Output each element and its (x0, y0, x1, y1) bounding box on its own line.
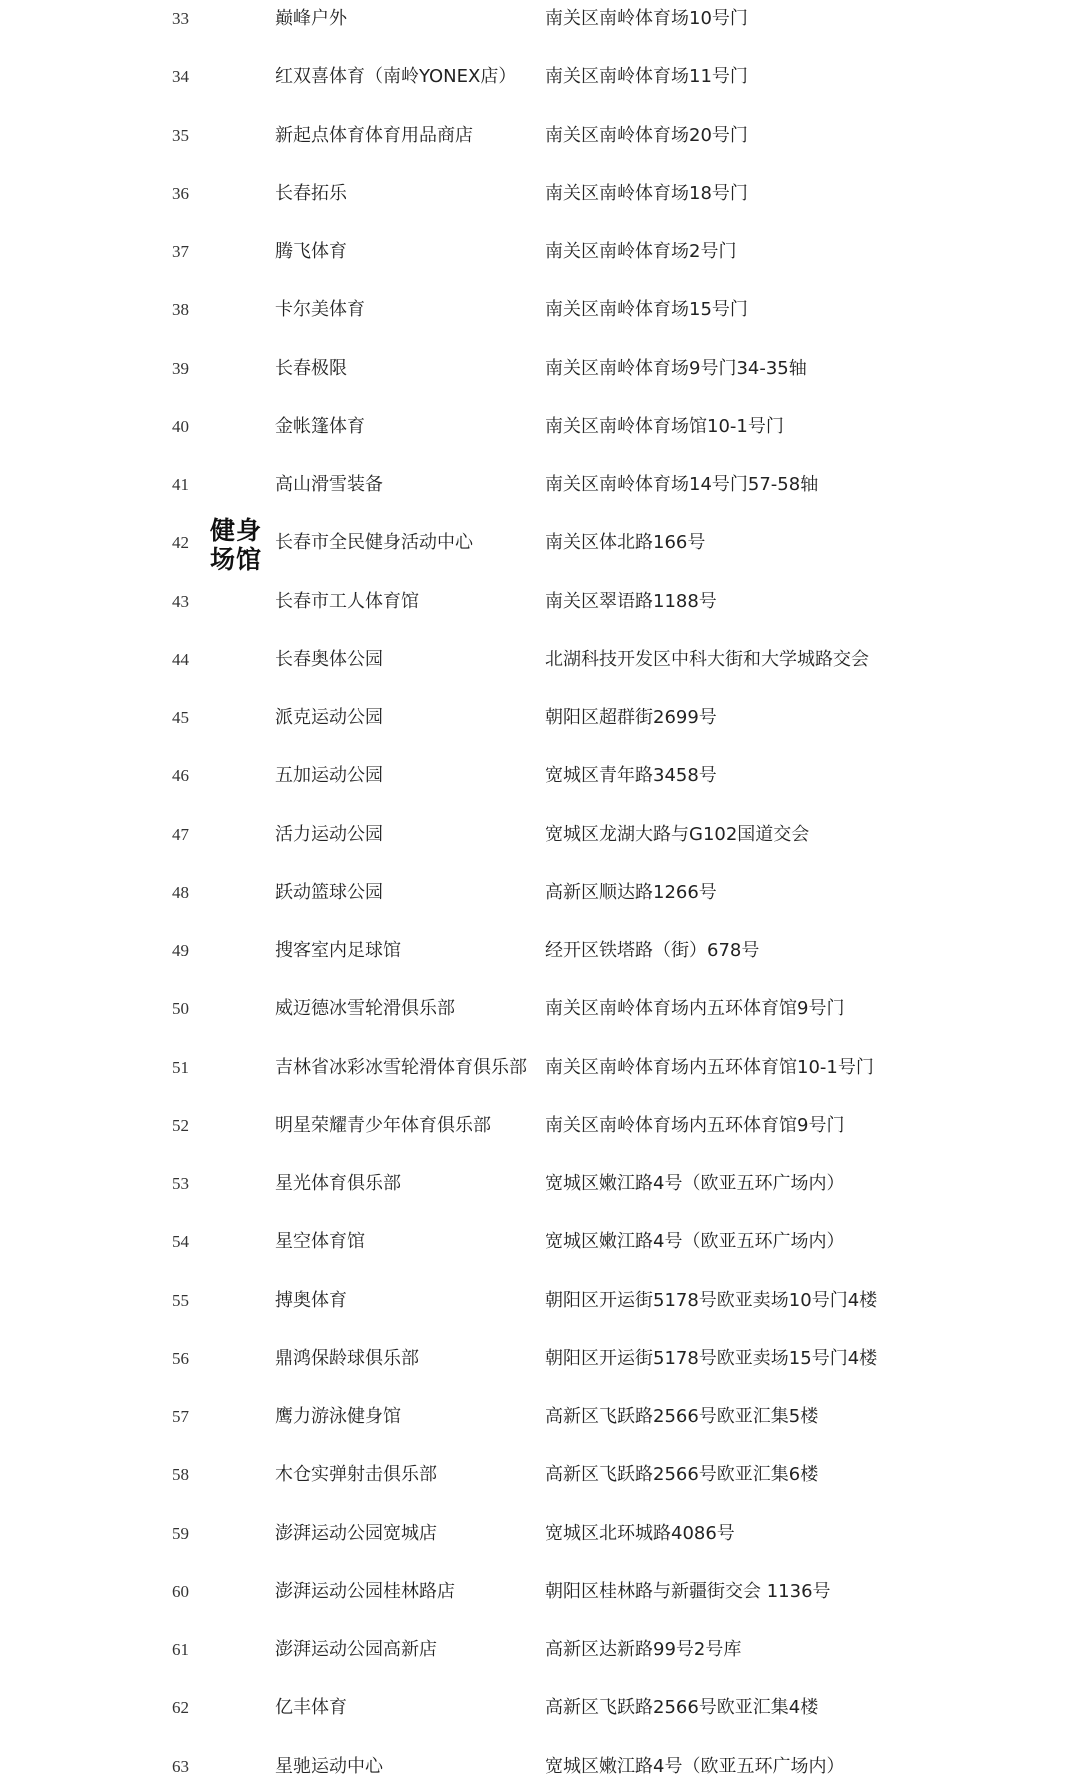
venue-name: 长春市全民健身活动中心 (275, 532, 473, 554)
list-item (0, 1455, 1080, 1495)
venue-name: 五加运动公园 (275, 765, 383, 787)
venue-address: 南关区南岭体育场9号门34-35轴 (545, 357, 807, 379)
venue-name: 红双喜体育（南岭YONEX店） (275, 66, 517, 88)
venue-name: 威迈德冰雪轮滑俱乐部 (275, 998, 455, 1020)
list-item (0, 1281, 1080, 1321)
venue-address: 宽城区嫩江路4号（欧亚五环广场内） (545, 1173, 845, 1194)
row-number: 49 (172, 941, 189, 960)
row-number: 37 (172, 242, 189, 261)
venue-address: 南关区南岭体育场14号门57-58轴 (545, 474, 819, 495)
row-number: 50 (172, 999, 189, 1019)
row-number: 34 (172, 67, 189, 87)
venue-name: 新起点体育体育用品商店 (275, 124, 473, 146)
list-item (0, 407, 1080, 447)
list-item (0, 0, 1080, 39)
list-item (0, 1747, 1080, 1787)
venue-address: 南关区南岭体育场内五环体育馆9号门 (545, 1114, 845, 1136)
venue-address: 高新区飞跃路2566号欧亚汇集5楼 (545, 1406, 819, 1427)
row-number: 41 (172, 475, 189, 494)
row-number: 39 (172, 358, 189, 378)
venue-address: 高新区飞跃路2566号欧亚汇集4楼 (545, 1697, 819, 1719)
list-item (0, 1688, 1080, 1728)
category-label: 健身场馆 (210, 516, 263, 574)
venue-address: 经开区铁塔路（街）678号 (545, 940, 760, 961)
list-item (0, 1572, 1080, 1612)
venue-name: 搏奥体育 (275, 1289, 347, 1311)
venue-name: 鹰力游泳健身馆 (275, 1406, 401, 1427)
venue-name: 活力运动公园 (275, 823, 383, 845)
list-item (0, 57, 1080, 97)
venue-address: 朝阳区开运街5178号欧亚卖场10号门4楼 (545, 1289, 878, 1311)
list-item (0, 698, 1080, 738)
list-item (0, 873, 1080, 913)
venue-name: 澎湃运动公园宽城店 (275, 1522, 437, 1544)
venue-address: 南关区翠语路1188号 (545, 590, 717, 612)
venue-name: 长春拓乐 (275, 182, 347, 204)
list-item (0, 989, 1080, 1029)
list-item (0, 1106, 1080, 1146)
venue-address: 南关区南岭体育场11号门 (545, 66, 748, 88)
venue-address: 高新区顺达路1266号 (545, 881, 717, 903)
list-item (0, 523, 1080, 563)
venue-address: 朝阳区超群街2699号 (545, 707, 717, 728)
venue-address: 高新区达新路99号2号库 (545, 1639, 742, 1660)
row-number: 61 (172, 1640, 189, 1659)
list-item (0, 1339, 1080, 1379)
venue-address: 宽城区青年路3458号 (545, 765, 717, 787)
list-item (0, 640, 1080, 680)
venue-address: 南关区南岭体育场20号门 (545, 124, 748, 146)
list-item (0, 116, 1080, 156)
venue-address: 宽城区北环城路4086号 (545, 1522, 735, 1544)
list-item (0, 1514, 1080, 1554)
venue-name: 金帐篷体育 (275, 415, 365, 437)
venue-name: 搜客室内足球馆 (275, 940, 401, 961)
venue-name: 星空体育馆 (275, 1231, 365, 1253)
list-item (0, 465, 1080, 505)
list-item (0, 1048, 1080, 1088)
venue-address: 高新区飞跃路2566号欧亚汇集6楼 (545, 1464, 819, 1486)
venue-address: 南关区南岭体育场2号门 (545, 241, 737, 262)
venue-name: 木仓实弹射击俱乐部 (275, 1464, 437, 1486)
venue-address: 宽城区龙湖大路与G102国道交会 (545, 823, 810, 845)
venue-name: 亿丰体育 (275, 1697, 347, 1719)
venue-name: 巅峰户外 (275, 8, 347, 29)
row-number: 45 (172, 708, 189, 727)
venue-name: 星光体育俱乐部 (275, 1173, 401, 1194)
row-number: 35 (172, 125, 189, 145)
venue-name: 长春极限 (275, 357, 347, 379)
list-item (0, 1397, 1080, 1437)
venue-name: 腾飞体育 (275, 241, 347, 262)
venue-name: 长春市工人体育馆 (275, 590, 419, 612)
venue-name: 跃动篮球公园 (275, 881, 383, 903)
row-number: 58 (172, 1465, 189, 1485)
row-number: 57 (172, 1407, 189, 1426)
row-number: 53 (172, 1174, 189, 1193)
venue-name: 鼎鸿保龄球俱乐部 (275, 1347, 419, 1369)
list-item (0, 582, 1080, 622)
venue-address: 南关区南岭体育场15号门 (545, 299, 748, 321)
list-item (0, 1222, 1080, 1262)
row-number: 56 (172, 1348, 189, 1368)
row-number: 42 (172, 533, 189, 553)
row-number: 40 (172, 416, 189, 436)
row-number: 54 (172, 1232, 189, 1252)
venue-address: 南关区南岭体育场内五环体育馆10-1号门 (545, 1056, 874, 1078)
venue-name: 星驰运动中心 (275, 1755, 383, 1777)
row-number: 63 (172, 1756, 189, 1776)
row-number: 60 (172, 1581, 189, 1601)
venue-name: 吉林省冰彩冰雪轮滑体育俱乐部 (275, 1056, 527, 1078)
list-item (0, 756, 1080, 796)
row-number: 55 (172, 1290, 189, 1310)
venue-name: 澎湃运动公园桂林路店 (275, 1580, 455, 1602)
venue-address: 朝阳区开运街5178号欧亚卖场15号门4楼 (545, 1347, 878, 1369)
venue-name: 澎湃运动公园高新店 (275, 1639, 437, 1660)
list-item (0, 232, 1080, 272)
venue-address: 南关区南岭体育场内五环体育馆9号门 (545, 998, 845, 1020)
row-number: 48 (172, 882, 189, 902)
row-number: 59 (172, 1523, 189, 1543)
list-item (0, 931, 1080, 971)
list-item (0, 349, 1080, 389)
venue-name: 卡尔美体育 (275, 299, 365, 321)
list-item (0, 290, 1080, 330)
venue-address: 南关区体北路166号 (545, 532, 706, 554)
row-number: 46 (172, 766, 189, 786)
venue-name: 高山滑雪装备 (275, 474, 383, 495)
row-number: 51 (172, 1057, 189, 1077)
row-number: 62 (172, 1698, 189, 1718)
venue-address: 南关区南岭体育场10号门 (545, 8, 748, 29)
venue-address: 南关区南岭体育场馆10-1号门 (545, 415, 784, 437)
venue-address: 北湖科技开发区中科大街和大学城路交会 (545, 648, 869, 670)
venue-address: 宽城区嫩江路4号（欧亚五环广场内） (545, 1231, 845, 1253)
venue-name: 明星荣耀青少年体育俱乐部 (275, 1114, 491, 1136)
row-number: 38 (172, 300, 189, 320)
row-number: 36 (172, 183, 189, 203)
venue-name: 派克运动公园 (275, 707, 383, 728)
venue-name: 长春奥体公园 (275, 648, 383, 670)
list-item (0, 174, 1080, 214)
row-number: 47 (172, 824, 189, 844)
venue-address: 朝阳区桂林路与新疆街交会 1136号 (545, 1580, 831, 1602)
venue-address: 南关区南岭体育场18号门 (545, 182, 748, 204)
row-number: 44 (172, 649, 189, 669)
list-item (0, 1630, 1080, 1670)
venue-address: 宽城区嫩江路4号（欧亚五环广场内） (545, 1755, 845, 1777)
row-number: 52 (172, 1115, 189, 1135)
list-item (0, 1164, 1080, 1204)
row-number: 43 (172, 591, 189, 611)
list-item (0, 815, 1080, 855)
row-number: 33 (172, 9, 189, 28)
